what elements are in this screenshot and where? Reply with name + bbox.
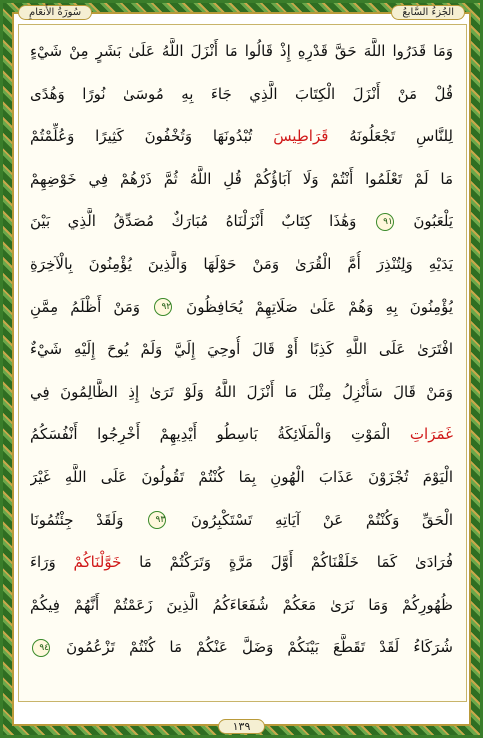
- verse-line: [30, 166, 453, 192]
- ayah-number-marker: ٩٣: [148, 511, 166, 529]
- verse-text: وَلَقَدْ جِئْتُمُونَا: [30, 510, 147, 529]
- verse-text: شُرَكَاءُ لَقَدْ تَقَطَّعَ بَيْنَكُمْ وَضَلَّ عَنْكُمْ مَا كُنْتُمْ تَزْعُمُونَ: [52, 638, 453, 657]
- page-number: ١٣٩: [218, 719, 266, 734]
- verse-text: مَا لَمْ تَعْلَمُوا أَنْتُمْ وَلَا آبَاؤُكُمْ قُلِ اللَّهُ ثُمَّ ذَرْهُمْ فِي خَوْضِهِمْ: [30, 169, 453, 188]
- verse-line: [30, 336, 453, 362]
- verse-text: قُلْ مَنْ أَنْزَلَ الْكِتَابَ الَّذِي جَاءَ بِهِ مُوسَىٰ نُورًا وَهُدًى: [30, 84, 453, 103]
- juz-label: الجُزءُ السَّابعُ: [391, 5, 465, 20]
- verse-text: يُؤْمِنُونَ بِهِ وَهُمْ عَلَىٰ صَلَاتِهِمْ يُحَافِظُونَ: [174, 297, 453, 316]
- verse-text: وَمَنْ أَظْلَمُ مِمَّنِ: [30, 297, 153, 316]
- verse-line: [30, 592, 453, 618]
- verse-line: [30, 123, 453, 149]
- verse-line: [30, 464, 453, 490]
- verse-line: [30, 81, 453, 107]
- verse-line: [30, 251, 453, 277]
- page-header: [18, 2, 465, 22]
- verse-text: وَرَاءَ: [30, 553, 74, 572]
- highlighted-word: غَمَرَاتِ: [409, 425, 453, 444]
- verse-text: الْمَوْتِ وَالْمَلَائِكَةُ بَاسِطُو أَيْدِيهِمْ أَخْرِجُوا أَنْفُسَكُمُ: [30, 425, 410, 444]
- ayah-number-marker: ٩٤: [32, 639, 50, 657]
- verse-line: [30, 507, 453, 533]
- verse-line: [30, 634, 453, 660]
- verse-text: لِلنَّاسِ تَجْعَلُونَهُ: [328, 127, 453, 146]
- verse-text: الْيَوْمَ تُجْزَوْنَ عَذَابَ الْهُونِ بِمَا كُنْتُمْ تَقُولُونَ عَلَى اللَّهِ غَيْرَ: [30, 468, 453, 486]
- surah-name-label: سُورَةُ الأَنعَامِ: [18, 5, 92, 20]
- verse-text: وَمَنْ قَالَ سَأُنْزِلُ مِثْلَ مَا أَنْزَلَ اللَّهُ وَلَوْ تَرَىٰ إِذِ الظَّالِمُونَ فِي: [30, 382, 453, 401]
- verse-line: [30, 421, 453, 447]
- verse-text: ظُهُورِكُمْ وَمَا نَرَىٰ مَعَكُمْ شُفَعَاءَكُمُ الَّذِينَ زَعَمْتُمْ أَنَّهُمْ فِيكُمْ: [30, 595, 453, 614]
- ayah-number-marker: ٩٢: [154, 298, 172, 316]
- highlighted-word: خَوَّلْنَاكُمْ: [73, 553, 122, 572]
- highlighted-word: قَرَاطِيسَ: [273, 127, 329, 146]
- verse-line: [30, 379, 453, 405]
- verse-text: وَهَٰذَا كِتَابٌ أَنْزَلْنَاهُ مُبَارَكٌ مُصَدِّقُ الَّذِي بَيْنَ: [30, 212, 374, 231]
- verse-text: افْتَرَىٰ عَلَى اللَّهِ كَذِبًا أَوْ قَالَ أُوحِيَ إِلَيَّ وَلَمْ يُوحَ إِلَيْهِ شَيْءٌ: [30, 340, 453, 359]
- verse-text: تُبْدُونَهَا وَتُخْفُونَ كَثِيرًا وَعُلِّمْتُمْ: [30, 127, 274, 146]
- verse-text: يَلْعَبُونَ: [395, 212, 453, 231]
- verse-text: فُرَادَىٰ كَمَا خَلَقْنَاكُمْ أَوَّلَ مَرَّةٍ وَتَرَكْتُمْ مَا: [121, 553, 453, 572]
- verse-line: [30, 549, 453, 575]
- verse-line: [30, 294, 453, 320]
- verse-text: الْحَقِّ وَكُنْتُمْ عَنْ آيَاتِهِ تَسْتَكْبِرُونَ: [168, 510, 453, 529]
- ayah-number-marker: ٩١: [376, 213, 394, 231]
- page-footer: [18, 716, 465, 736]
- verse-line: [30, 208, 453, 234]
- verse-text: يَدَيْهِ وَلِتُنْذِرَ أُمَّ الْقُرَىٰ وَمَنْ حَوْلَهَا وَالَّذِينَ يُؤْمِنُونَ بِالْآخِرَةِ: [30, 255, 453, 273]
- verse-text: وَمَا قَدَرُوا اللَّهَ حَقَّ قَدْرِهِ إِذْ قَالُوا مَا أَنْزَلَ اللَّهُ عَلَىٰ بَشَرٍ مِنْ شَيْءٍ: [30, 42, 453, 60]
- verse-line: [30, 38, 453, 64]
